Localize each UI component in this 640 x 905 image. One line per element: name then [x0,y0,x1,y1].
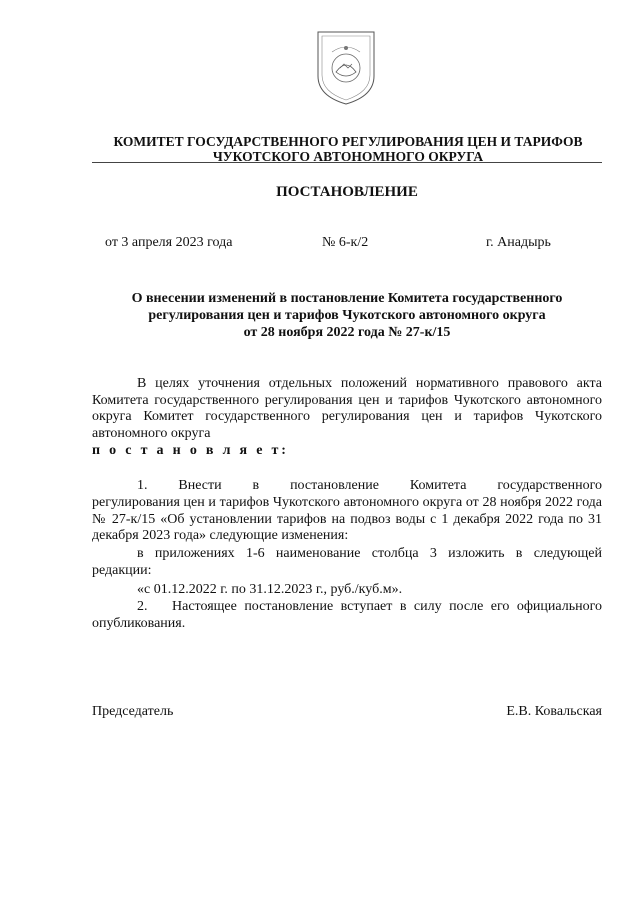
title-line-3: от 28 ноября 2022 года № 27-к/15 [243,325,451,340]
resolves-heading: п о с т а н о в л я е т: [92,443,289,458]
item-1-quote: «с 01.12.2022 г. по 31.12.2023 г., руб./куб.м». [137,582,403,597]
preamble-paragraph: В целях уточнения отдельных положений нормативного правового акта Комитета государственного регулирования цен и тарифов Чукотского автономного округа Комитет государственного регулирования цен и тарифов Чукотского автономного округа [92,376,602,441]
item-1-word: постановление [290,478,379,493]
item-1-word: Внести [178,478,222,493]
coat-of-arms-icon [314,28,378,106]
item-1-word: государственного [497,478,602,493]
item-1-number: 1. [137,478,148,493]
item-1-word: в [252,478,260,493]
title-line-1: О внесении изменений в постановление Комитета государственного [131,291,563,306]
signatory-position: Председатель [92,704,174,719]
item-1-first-line [137,478,602,495]
item-1-word: Комитета [409,478,467,493]
item-2-text: Настоящее постановление вступает в силу после его официального опубликования. [92,599,602,631]
document-date: от 3 апреля 2023 года [105,235,233,250]
document-number: № 6-к/2 [322,235,369,250]
item-2-number: 2. [137,599,148,614]
signatory-name: Е.В. Ковальская [506,704,602,719]
item-1-subitem: в приложениях 1-6 наименование столбца 3 изложить в следующей редакции: [92,546,602,578]
org-name-line-2: ЧУКОТСКОГО АВТОНОМНОГО ОКРУГА [212,149,484,164]
title-line-2: регулирования цен и тарифов Чукотского автономного округа [148,308,546,323]
org-name-line-1: КОМИТЕТ ГОСУДАРСТВЕННОГО РЕГУЛИРОВАНИЯ ЦЕН И ТАРИФОВ [113,134,583,149]
document-city: г. Анадырь [486,235,551,250]
document-type: ПОСТАНОВЛЕНИЕ [276,184,418,200]
item-1-text: регулирования цен и тарифов Чукотского автономного округа от 28 ноября 2022 года № 27-к/15 «Об установлении тарифов на подвоз воды с 1 декабря 2022 года по 31 декабря 2023 года» следующие изменения: [92,495,602,544]
header-divider [92,162,602,163]
